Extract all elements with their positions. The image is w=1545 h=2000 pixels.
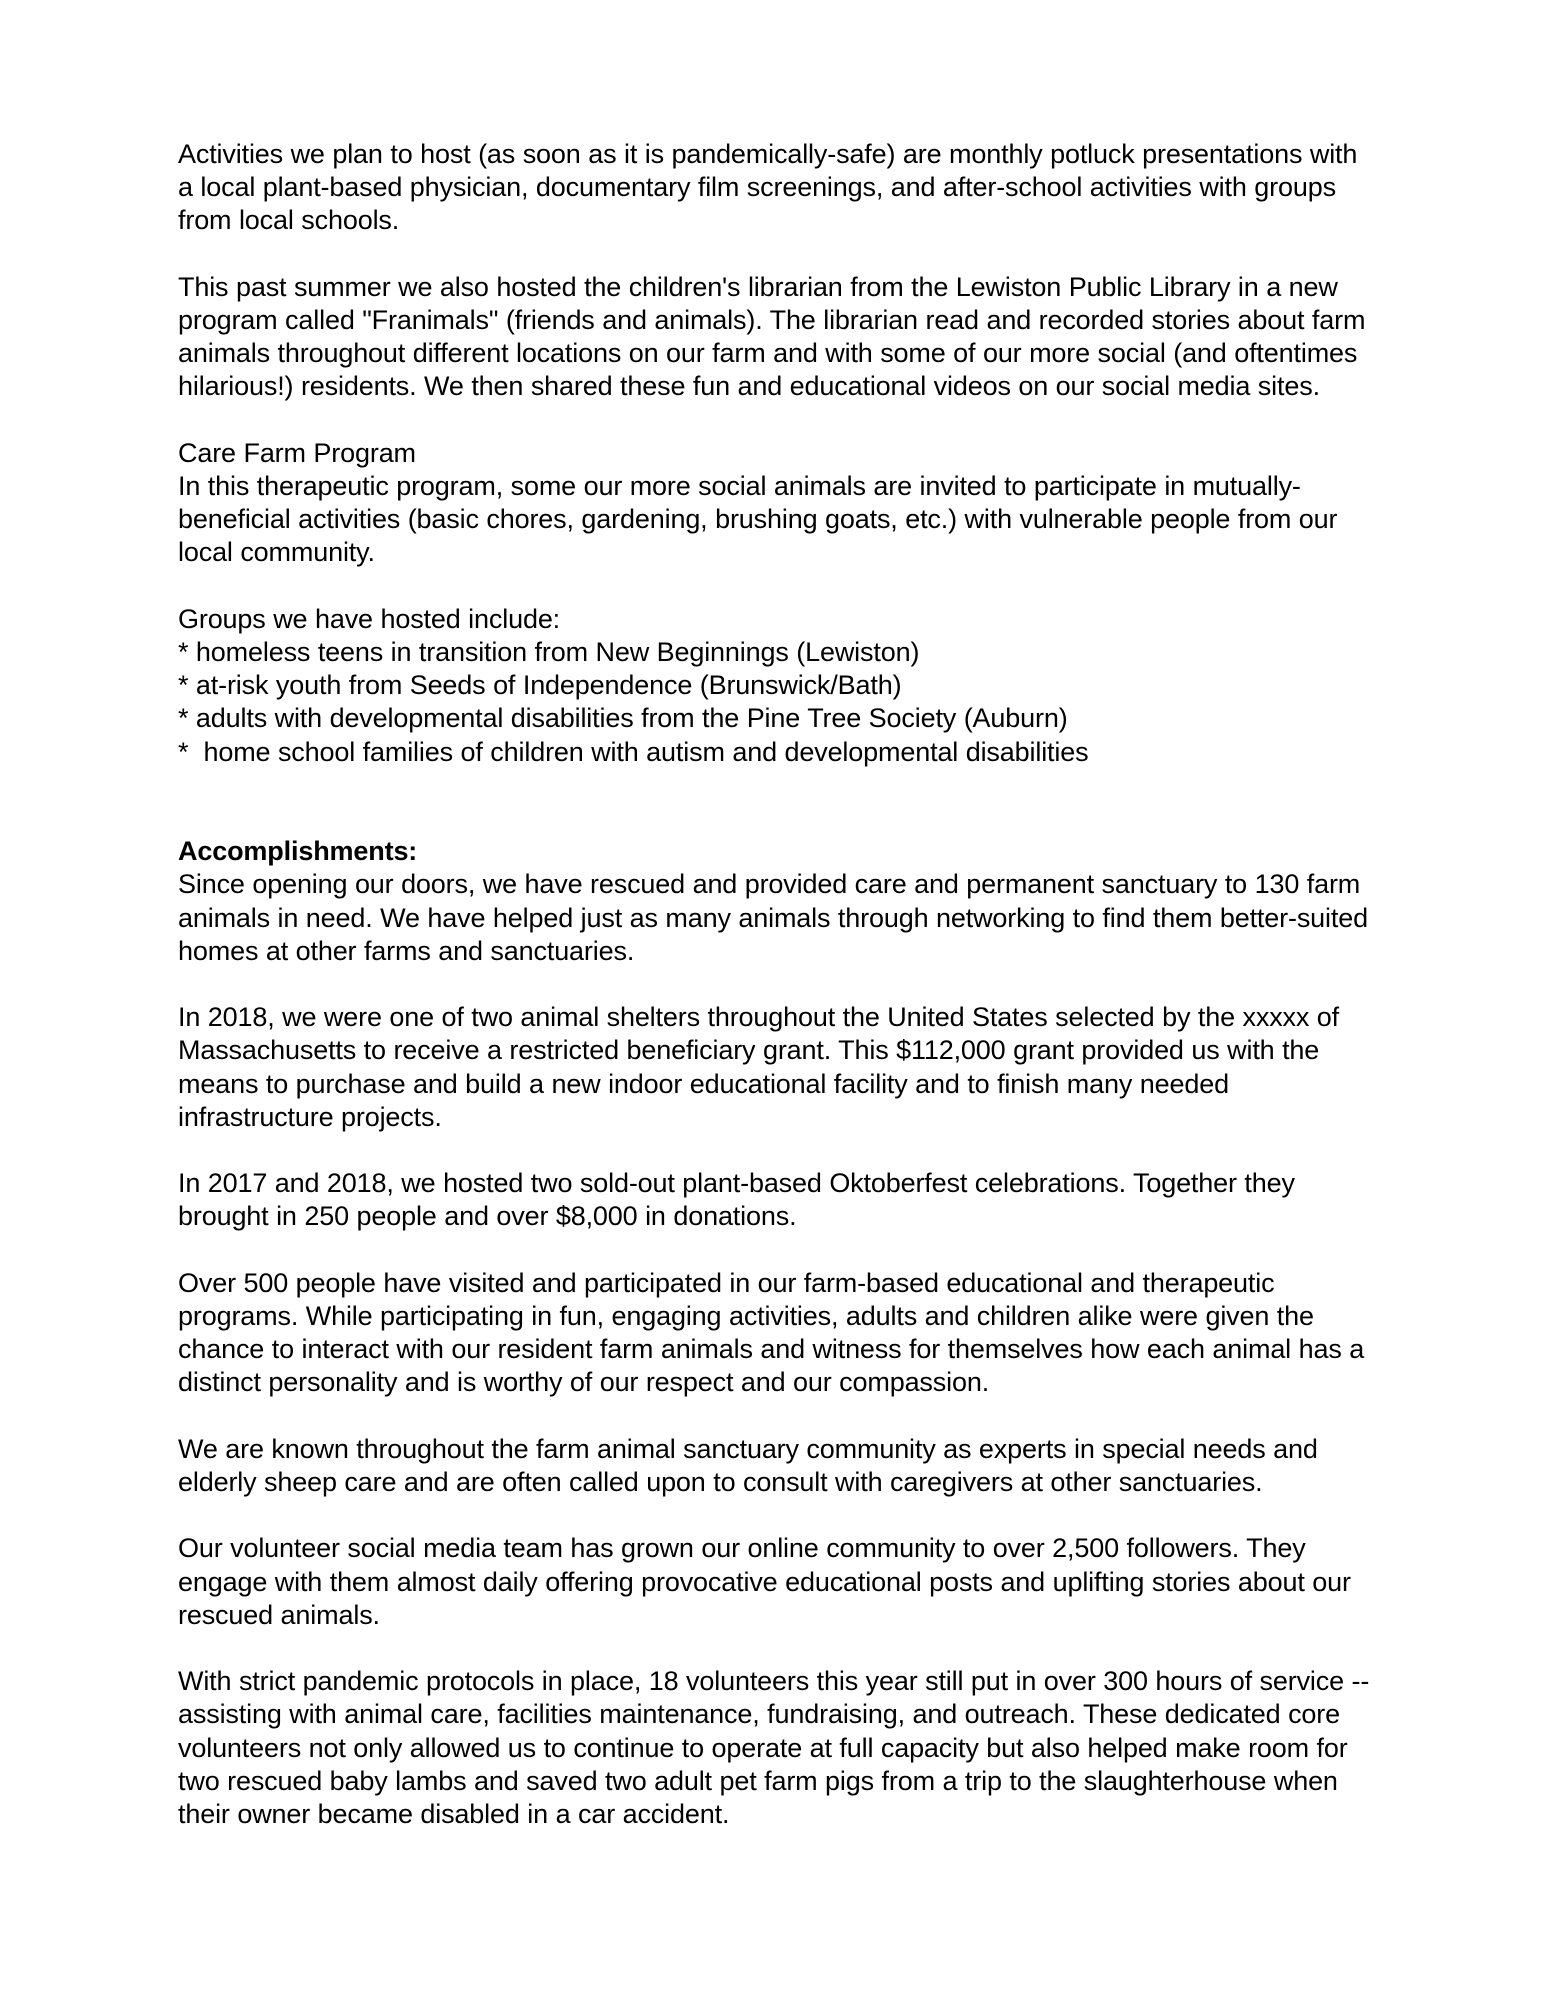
paragraph-accomplishments-rescue: Since opening our doors, we have rescued and provided care and permanent sanctuary to 130 farm animals in need. We have helped just as many animals through networking to find them better-suited homes at other farms and sanctuaries. bbox=[178, 869, 1376, 966]
paragraph-social-media: Our volunteer social media team has grown our online community to over 2,500 followers. They engage with them almost daily offering provocative educational posts and uplifting stories about our rescued animals. bbox=[178, 1533, 1359, 1630]
care-farm-program-heading: Care Farm Program bbox=[178, 437, 416, 468]
paragraph-visitors: Over 500 people have visited and participated in our farm-based educational and therapeutic programs. While participating in fun, engaging activities, adults and children alike were given the chance to interact with our resident farm animals and witness for themselves how each animal has a distinct personality and is worthy of our respect and our compassion. bbox=[178, 1267, 1372, 1398]
groups-list-item: * at-risk youth from Seeds of Independence (Brunswick/Bath) bbox=[178, 670, 902, 701]
section-spacer bbox=[178, 802, 1370, 835]
groups-list-item: * homeless teens in transition from New Beginnings (Lewiston) bbox=[178, 637, 920, 667]
document-text-column bbox=[178, 138, 1377, 1864]
paragraph-volunteers: With strict pandemic protocols in place, 18 volunteers this year still put in over 300 hours of service -- assisting with animal care, facilities maintenance, fundraising, and outreach. These dedicated core volunteers not only allowed us to continue to operate at full capacity but also helped make room for two rescued baby lambs and saved two adult pet farm pigs from a trip to the slaughterhouse when their owner became disabled in a car accident. bbox=[178, 1666, 1377, 1829]
groups-list-item: * home school families of children with autism and developmental disabilities bbox=[178, 736, 1089, 767]
paragraph-franimals: This past summer we also hosted the children's librarian from the Lewiston Public Library in a new program called "Franimals" (friends and animals). The librarian read and recorded stories about farm animals throughout different locations on our farm and with some of our more social (and oftentimes hilarious!) residents. We then shared these fun and educational videos on our social media sites. bbox=[178, 271, 1373, 402]
paragraph-care-farm-description: In this therapeutic program, some our more social animals are invited to participate in mutually-beneficial activities (basic chores, gardening, brushing goats, etc.) with vulnerable people from our local community. bbox=[178, 471, 1345, 568]
paragraph-grant-2018: In 2018, we were one of two animal shelters throughout the United States selected by the xxxxx of Massachusetts to receive a restricted beneficiary grant. This $112,000 grant provided us with the means to purchase and build a new indoor educational facility and to finish many needed infrastructure projects. bbox=[178, 1002, 1347, 1132]
paragraph-activities: Activities we plan to host (as soon as it is pandemically-safe) are monthly potluck presentations with a local plant-based physician, documentary film screenings, and after-school activities with groups from local schools. bbox=[178, 139, 1365, 236]
paragraph-sheep-experts: We are known throughout the farm animal sanctuary community as experts in special needs and elderly sheep care and are often called upon to consult with caregivers at other sanctuaries. bbox=[178, 1433, 1326, 1497]
groups-hosted-intro: Groups we have hosted include: bbox=[178, 603, 561, 634]
paragraph-oktoberfest: In 2017 and 2018, we hosted two sold-out plant-based Oktoberfest celebrations. Together they brought in 250 people and over $8,000 in donations. bbox=[178, 1168, 1303, 1232]
accomplishments-heading: Accomplishments: bbox=[178, 836, 418, 867]
groups-list-item: * adults with developmental disabilities from the Pine Tree Society (Auburn) bbox=[178, 703, 1068, 734]
